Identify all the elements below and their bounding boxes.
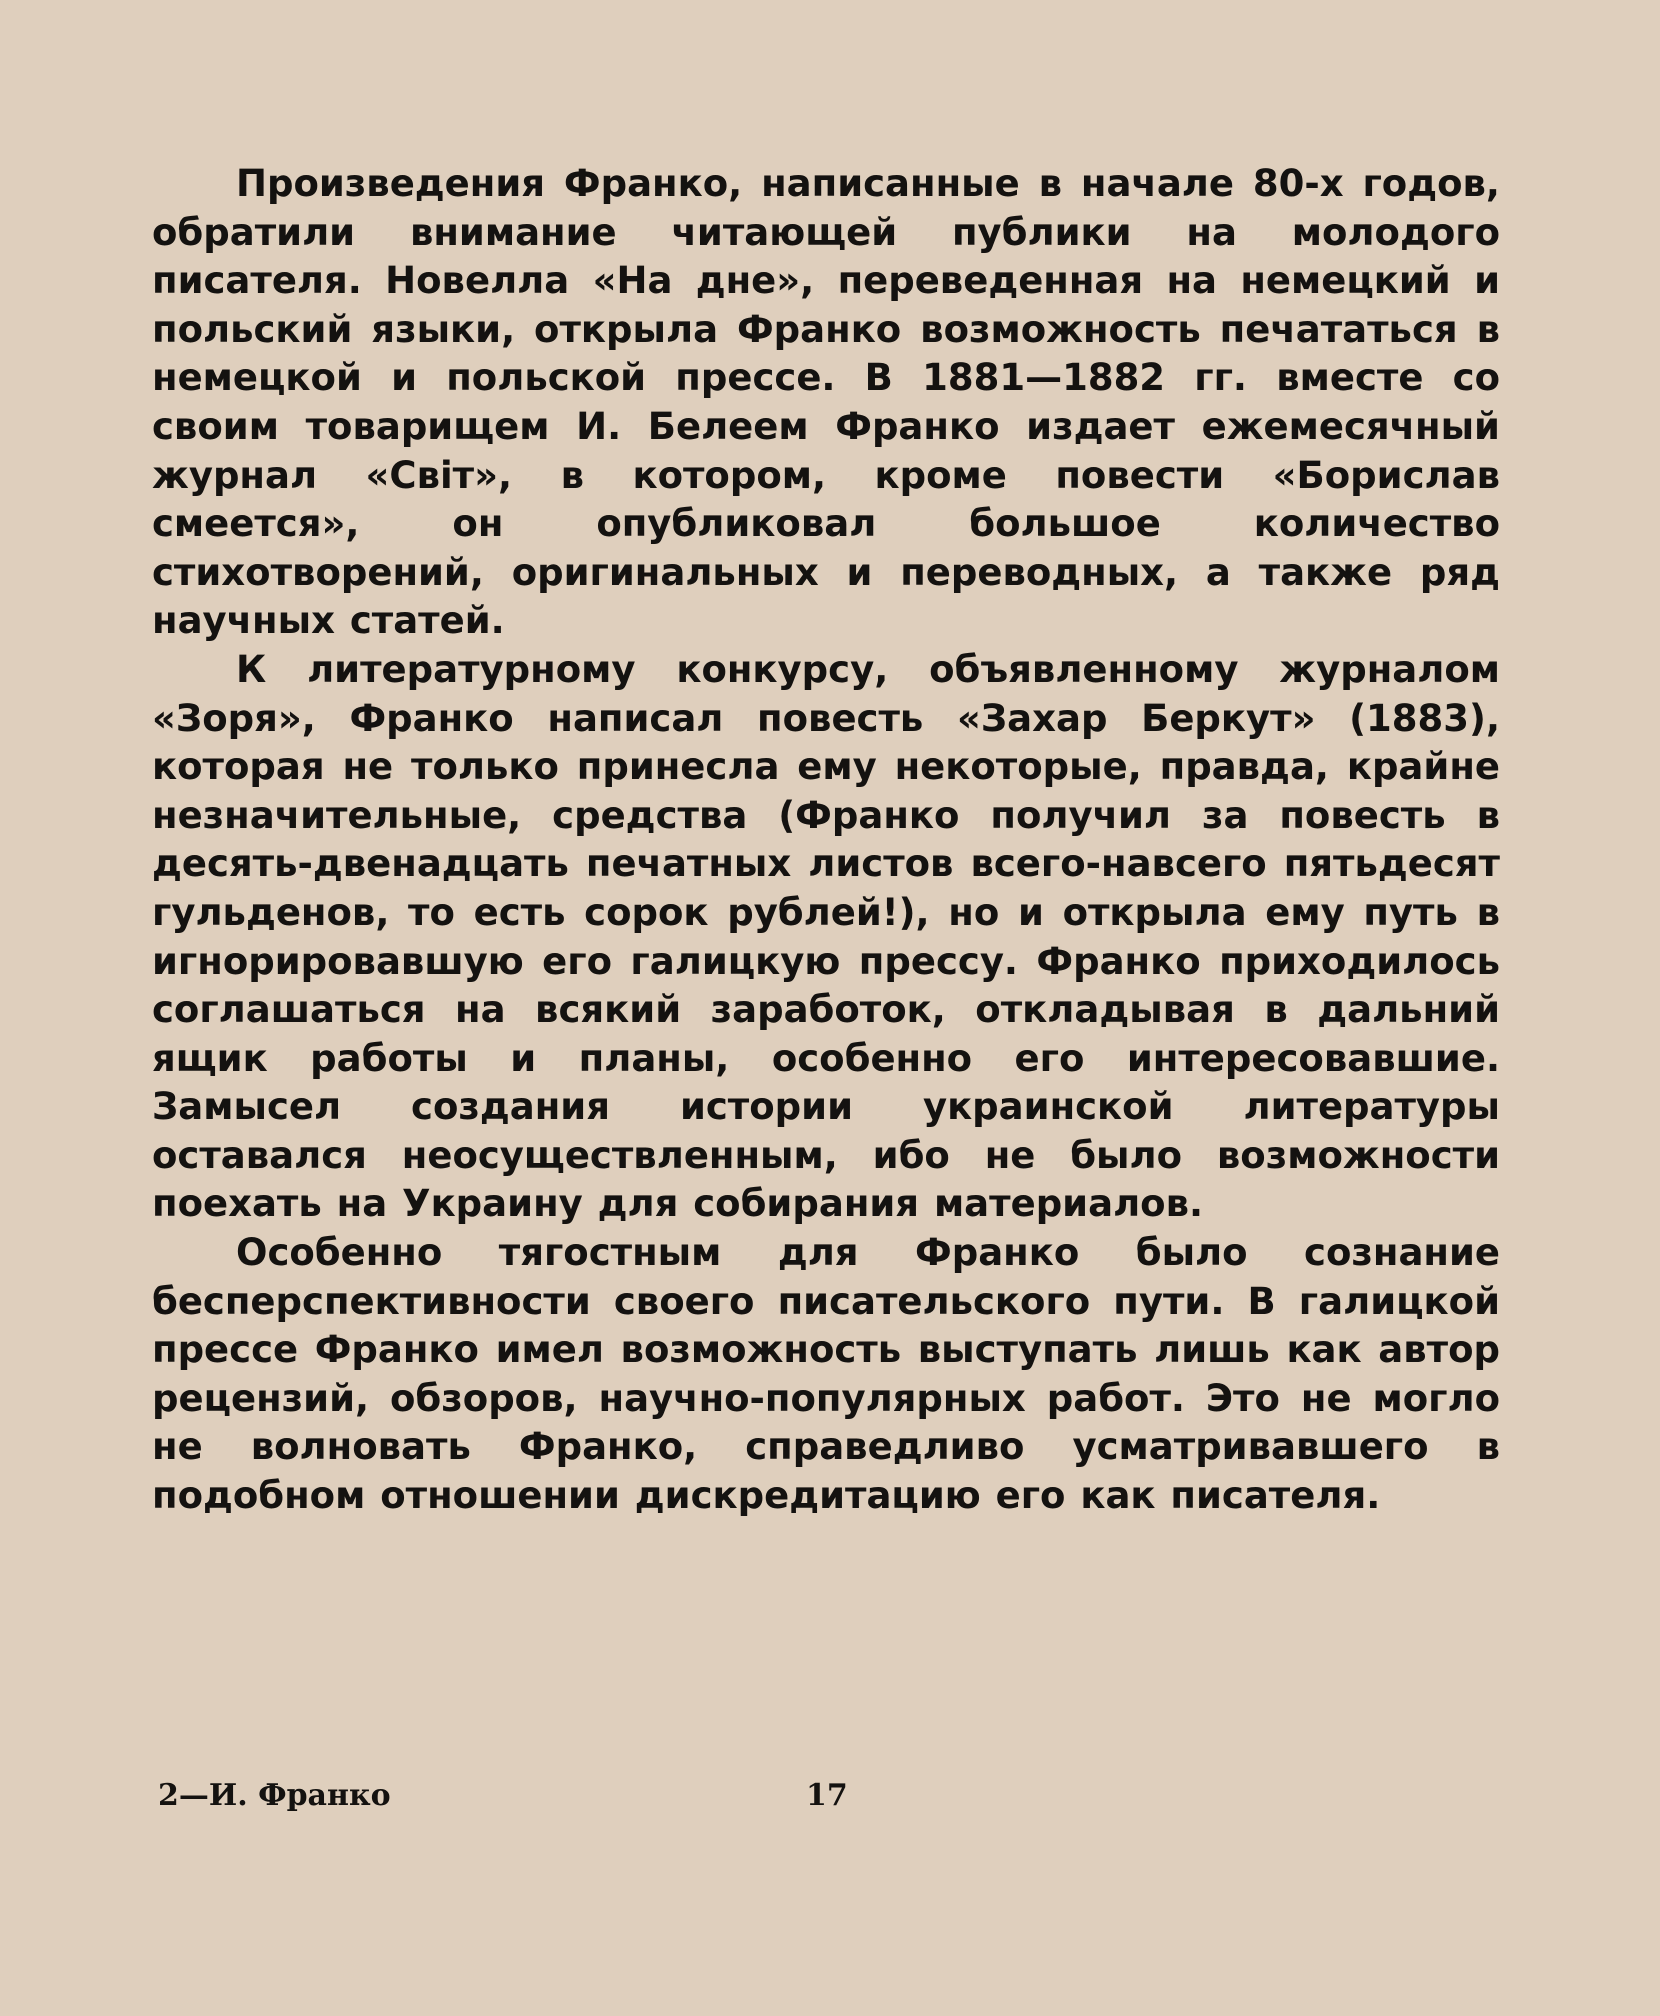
paragraph-3: Особенно тягостным для Франко было сознание бесперспективности своего писательского пути. В галицкой прессе Франко имел возможность выступать лишь как автор рецензий, обзоров, научно-популярных работ. Это не могло не волновать Франко, справедливо усматривавшего в подобном отношении дискредитацию его как писателя. <box>152 1231 1500 1518</box>
paragraph-1: Произведения Франко, написанные в начале 80-х годов, обратили внимание читающей публики на молодого писателя. Новелла «На дне», переведенная на немецкий и польский языки, открыла Франко возможность печататься в немецкой и польской прессе. В 1881—1882 гг. вместе со своим товарищем И. Белеем Франко издает ежемесячный журнал «Свiт», в котором, кроме повести «Борислав смеется», он опубликовал большое количество стихотворений, оригинальных и переводных, а также ряд научных статей. <box>152 162 1500 643</box>
paragraph-2: К литературному конкурсу, объявленному журналом «Зоря», Франко написал повесть «Захар Беркут» (1883), которая не только принесла ему некоторые, правда, крайне незначительные, средства (Франко получил за повесть в десять-двенадцать печатных листов всего-навсего пятьдесят гульденов, то есть сорок рублей!), но и открыла ему путь в игнорировавшую его галицкую прессу. Франко приходилось соглашаться на всякий заработок, откладывая в дальний ящик работы и планы, особенно его интересовавшие. Замысел создания истории украинской литературы оставался неосуществленным, ибо не было возможности поехать на Украину для собирания материалов. <box>152 647 1500 1226</box>
page-footer <box>152 1778 1500 1822</box>
page-number: 17 <box>806 1778 848 1813</box>
page-body <box>152 160 1500 1521</box>
signature-mark: 2—И. Франко <box>158 1778 391 1813</box>
